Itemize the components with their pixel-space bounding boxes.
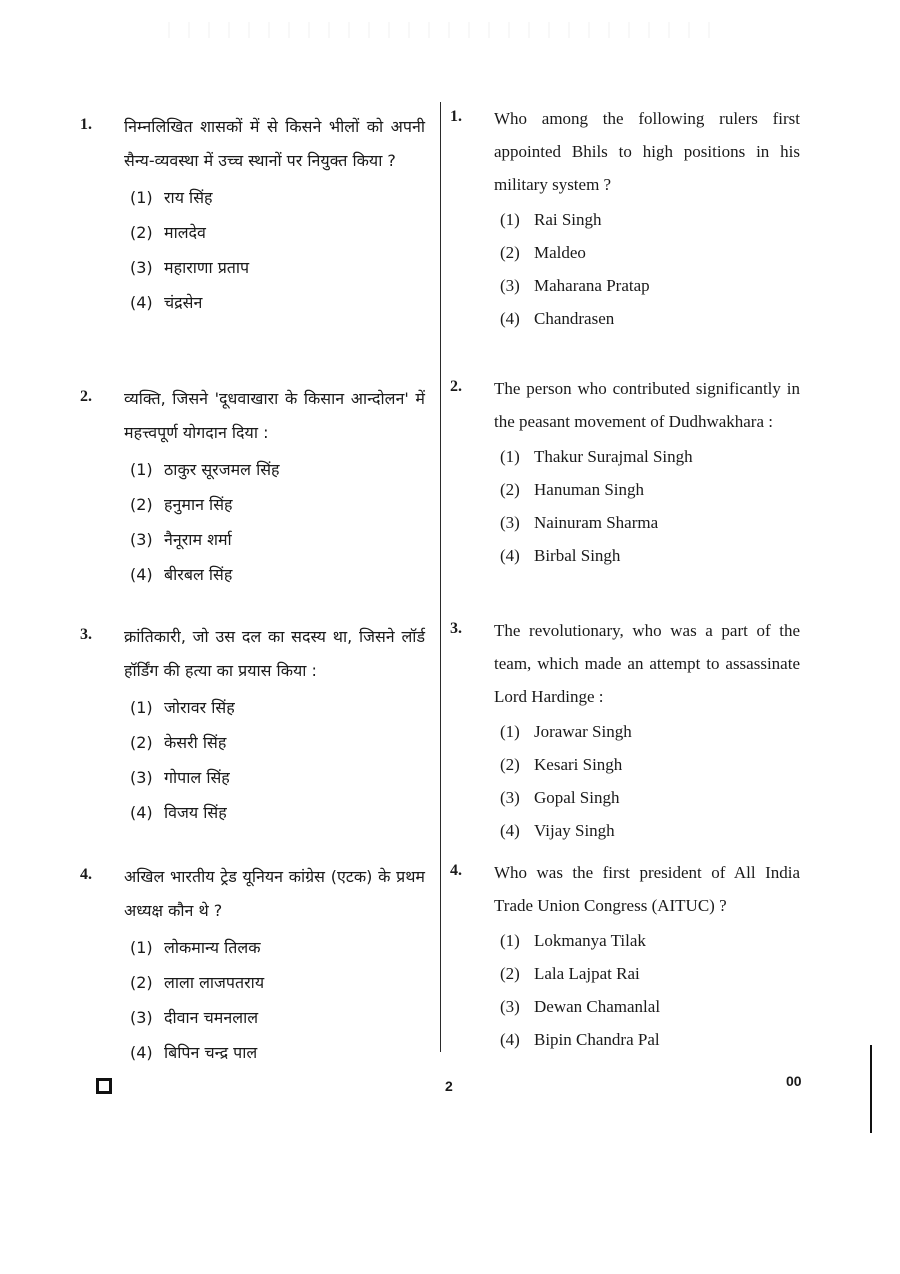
option-number: (1) [130, 938, 153, 957]
option-number: (4) [500, 821, 520, 840]
option-text: बीरबल सिंह [164, 565, 233, 584]
option-number: (1) [500, 931, 520, 950]
answer-option [130, 487, 425, 522]
question-number: 1. [450, 108, 462, 125]
question-text: The person who contributed significantly in the peasant movement of Dudhwakhara : [494, 379, 800, 431]
option-number: (2) [130, 495, 153, 514]
question-number: 4. [450, 862, 462, 879]
option-number: (1) [130, 188, 153, 207]
option-text: राय सिंह [164, 188, 213, 207]
option-number: (3) [500, 997, 520, 1016]
option-text: लोकमान्य तिलक [164, 938, 261, 957]
answer-option [500, 440, 800, 473]
answer-option [500, 814, 800, 847]
option-number: (4) [130, 565, 153, 584]
question-number: 4. [80, 866, 92, 883]
options-list [500, 924, 800, 1056]
question-text: अखिल भारतीय ट्रेड यूनियन कांग्रेस (एटक) के प्रथम अध्यक्ष कौन थे ? [124, 867, 425, 920]
answer-option [500, 473, 800, 506]
option-number: (4) [500, 309, 520, 328]
answer-option [130, 930, 425, 965]
answer-option [500, 1023, 800, 1056]
options-list [130, 180, 425, 320]
option-text: Gopal Singh [534, 788, 620, 807]
option-text: Bipin Chandra Pal [534, 1030, 660, 1049]
answer-option [500, 539, 800, 572]
options-list [500, 440, 800, 572]
question-text: निम्नलिखित शासकों में से किसने भीलों को अपनी सैन्य-व्यवस्था में उच्च स्थानों पर नियुक्त किया ? [124, 117, 425, 170]
question-number: 1. [80, 116, 92, 133]
option-number: (2) [130, 223, 153, 242]
option-number: (3) [500, 788, 520, 807]
option-number: (4) [500, 1030, 520, 1049]
option-number: (3) [500, 276, 520, 295]
option-text: Nainuram Sharma [534, 513, 659, 532]
answer-option [500, 781, 800, 814]
option-number: (4) [130, 803, 153, 822]
option-text: Birbal Singh [534, 546, 621, 565]
question-number: 3. [450, 620, 462, 637]
option-text: विजय सिंह [164, 803, 227, 822]
answer-option [130, 452, 425, 487]
option-number: (3) [130, 530, 153, 549]
question-block [80, 620, 425, 830]
answer-option [500, 203, 800, 236]
option-text: Lala Lajpat Rai [534, 964, 640, 983]
option-text: मालदेव [164, 223, 206, 242]
question-number: 2. [80, 388, 92, 405]
answer-option [130, 1000, 425, 1035]
option-number: (3) [130, 1008, 153, 1027]
option-text: हनुमान सिंह [164, 495, 233, 514]
options-list [130, 452, 425, 592]
option-text: Rai Singh [534, 210, 602, 229]
option-number: (4) [130, 293, 153, 312]
option-number: (1) [130, 698, 153, 717]
footer-square-mark [96, 1078, 112, 1094]
answer-option [130, 522, 425, 557]
option-number: (1) [500, 210, 520, 229]
option-number: (2) [130, 973, 153, 992]
question-block [80, 860, 425, 1070]
answer-option [130, 725, 425, 760]
answer-option [500, 236, 800, 269]
answer-option [500, 957, 800, 990]
booklet-code: 00 [786, 1073, 802, 1089]
question-text: क्रांतिकारी, जो उस दल का सदस्य था, जिसने लॉर्ड हॉर्डिंग की हत्या का प्रयास किया : [124, 627, 425, 680]
option-number: (1) [130, 460, 153, 479]
option-text: बिपिन चन्द्र पाल [164, 1043, 258, 1062]
answer-option [130, 285, 425, 320]
option-number: (2) [500, 755, 520, 774]
option-text: Vijay Singh [534, 821, 615, 840]
question-number: 2. [450, 378, 462, 395]
answer-option [130, 215, 425, 250]
answer-option [130, 795, 425, 830]
option-text: Kesari Singh [534, 755, 623, 774]
option-text: Hanuman Singh [534, 480, 645, 499]
option-number: (2) [500, 243, 520, 262]
answer-option [500, 748, 800, 781]
answer-option [130, 760, 425, 795]
answer-option [130, 250, 425, 285]
answer-option [500, 990, 800, 1023]
option-text: गोपाल सिंह [164, 768, 230, 787]
answer-option [500, 506, 800, 539]
page-number: 2 [445, 1078, 453, 1094]
option-text: महाराणा प्रताप [164, 258, 250, 277]
answer-option [130, 557, 425, 592]
question-block [450, 614, 800, 847]
option-text: Jorawar Singh [534, 722, 632, 741]
option-number: (4) [500, 546, 520, 565]
option-text: Thakur Surajmal Singh [534, 447, 693, 466]
option-number: (3) [130, 768, 153, 787]
margin-edge-line [870, 1045, 872, 1133]
option-number: (3) [500, 513, 520, 532]
option-text: Maldeo [534, 243, 586, 262]
option-text: Dewan Chamanlal [534, 997, 661, 1016]
column-divider [440, 102, 441, 1052]
answer-option [500, 715, 800, 748]
question-text: The revolutionary, who was a part of the team, which made an attempt to assassinate Lord Hardinge : [494, 621, 800, 706]
options-list [130, 690, 425, 830]
answer-option [130, 965, 425, 1000]
answer-option [130, 1035, 425, 1070]
options-list [130, 930, 425, 1070]
answer-option [500, 302, 800, 335]
answer-option [500, 924, 800, 957]
answer-option [130, 690, 425, 725]
question-block [450, 856, 800, 1056]
question-text: व्यक्ति, जिसने 'दूधवाखारा के किसान आन्दोलन' में महत्त्वपूर्ण योगदान दिया : [124, 389, 425, 442]
option-text: जोरावर सिंह [164, 698, 235, 717]
option-number: (1) [500, 722, 520, 741]
option-text: दीवान चमनलाल [164, 1008, 259, 1027]
option-number: (1) [500, 447, 520, 466]
option-number: (3) [130, 258, 153, 277]
question-block [450, 102, 800, 335]
options-list [500, 715, 800, 847]
answer-option [500, 269, 800, 302]
question-number: 3. [80, 626, 92, 643]
option-number: (2) [500, 480, 520, 499]
option-text: केसरी सिंह [164, 733, 227, 752]
option-number: (4) [130, 1043, 153, 1062]
question-block [80, 110, 425, 320]
options-list [500, 203, 800, 335]
option-text: Chandrasen [534, 309, 615, 328]
question-block [450, 372, 800, 572]
option-number: (2) [500, 964, 520, 983]
option-text: लाला लाजपतराय [164, 973, 265, 992]
option-text: Maharana Pratap [534, 276, 650, 295]
question-text: Who among the following rulers first appointed Bhils to high positions in his military system ? [494, 109, 800, 194]
question-text: Who was the first president of All India Trade Union Congress (AITUC) ? [494, 863, 800, 915]
answer-option [130, 180, 425, 215]
option-text: चंद्रसेन [164, 293, 203, 312]
option-text: नैनूराम शर्मा [164, 530, 232, 549]
option-number: (2) [130, 733, 153, 752]
option-text: Lokmanya Tilak [534, 931, 646, 950]
scan-artifact [150, 22, 710, 38]
option-text: ठाकुर सूरजमल सिंह [164, 460, 280, 479]
question-block [80, 382, 425, 592]
